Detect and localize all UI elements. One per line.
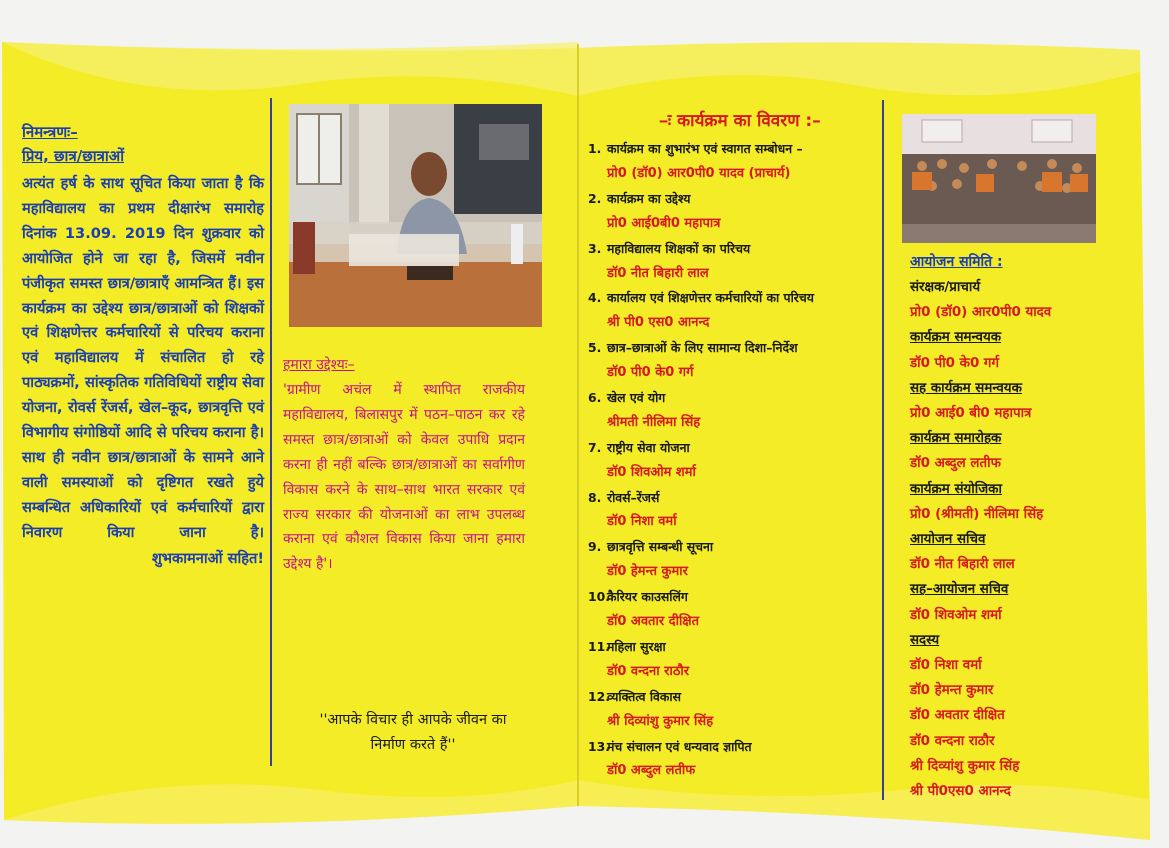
invitation-salutation: प्रिय, छात्र/छात्राओं [22,147,125,165]
program-item-presenter: डॉ0 नीत बिहारी लाल [607,265,709,281]
program-item-text: राष्ट्रीय सेवा योजना [607,439,690,455]
program-item-presenter: प्रो0 (डॉ0) आर0पी0 यादव (प्राचार्य) [607,165,791,181]
objective-heading: हमारा उद्देश्यः– [283,357,355,373]
program-item [588,735,878,785]
committee-role: सदस्य [910,632,940,648]
program-item-title [588,585,878,610]
committee-member-name: प्रो0 आई0 बी0 महापात्र [910,406,1032,422]
program-item [588,535,878,585]
assembly-photo [902,114,1096,243]
program-list [588,137,878,784]
program-item-text: छात्र–छात्राओं के लिए सामान्य दिशा–निर्देश [607,340,798,356]
program-item-text: मंच संचालन एवं धन्यवाद ज्ञापित [607,738,752,754]
motto-quote-line-1: ''आपके विचार ही आपके जीवन का [319,712,507,728]
program-item [588,137,878,187]
program-item-presenter: डॉ0 अब्दुल लतीफ [607,763,696,779]
committee-list [910,275,1120,804]
objective-body: 'ग्रामीण अचंल में स्थापित राजकीय महाविद्यालय, बिलासपुर में पठन–पाठन कर रहे समस्त छात्र/छात्राओं को केवल उपाधि प्रदान करना ही नहीं बल्कि छात्र/छात्राओं का सर्वागीण विकास करने के साथ–साथ भारत सरकार एवं राज्य सरकार की योजनाओं का लाभ उपलब्ध कराना एवं कौशल विकास किया जाना हमारा उद्देश्य है'। [283,382,525,573]
program-item-number: 13. [588,738,610,754]
program-item-presenter: डॉ0 निशा वर्मा [607,514,677,530]
program-item-title [588,436,878,461]
program-item-text: छात्रवृत्ति सम्बन्धी सूचना [607,539,714,555]
program-item-title [588,685,878,710]
objective-panel [283,355,525,577]
invitation-signoff: शुभकामनाओं सहित! [151,549,264,567]
committee-member-name: डॉ0 पी0 के0 गर्ग [910,355,1000,371]
program-item-presenter: डॉ0 पी0 के0 गर्ग [607,365,694,381]
committee-member-name: डॉ0 वन्दना राठौर [910,733,995,749]
program-item-text: कार्यक्रम का शुभारंभ एवं स्वागत सम्बोधन – [607,141,803,156]
program-item-number: 1. [588,141,602,156]
motto-quote [283,708,543,758]
program-item-number: 3. [588,240,602,256]
program-item-text: कैरियर काउसलिंग [607,589,688,605]
program-item-presenter: श्रीमती नीलिमा सिंह [607,414,701,430]
program-item [588,237,878,287]
program-item-title [588,635,878,660]
program-item-title [588,535,878,560]
committee-role: संरक्षक/प्राचार्य [910,280,981,295]
program-item [588,685,878,735]
program-item [588,336,878,386]
committee-heading: आयोजन समिति : [910,254,1003,270]
program-item-number: 12. [588,688,610,704]
program-item-number: 10. [588,589,610,605]
program-item-text: कार्यालय एवं शिक्षणेत्तर कर्मचारियों का परिचय [607,290,814,306]
program-item [588,585,878,635]
invitation-body-text: अत्यंत हर्ष के साथ सूचित किया जाता है कि महाविद्यालय का प्रथम दीक्षारंभ समारोह दिनांक 13.09. 2019 दिन शुक्रवार को आयोजित होने जा रहा है, जिसमें नवीन पंजीकृत समस्त छात्र/छात्राएँ आमन्त्रित हैं। इस कार्यक्रम का उद्देश्य छात्र/छात्राओं को शिक्षकों एवं शिक्षणेत्तर कर्मचारियों से परिचय कराना एवं महाविद्यालय में संचालित हो रहे पाठ्यक्रमों, सांस्कृतिक गतिविधियों राष्ट्रीय सेवा योजना, रोवर्स रेंजर्स, खेल–कूद, छात्रवृत्ति एवं विभागीय संगोष्ठियों आदि से परिचय कराना है। साथ ही नवीन छात्र/छात्राओं के सामने आने वाली समस्याओं को दृष्टिगत रखते हुये सम्बन्धित अधिकारियों एवं कर्मचारियों द्वारा निवारण किया जाना है। [22,175,264,541]
program-item-number: 8. [588,489,602,505]
column-divider-2 [882,100,884,800]
program-item [588,187,878,237]
program-item-title [588,336,878,361]
program-item-presenter: डॉ0 शिवओम शर्मा [607,464,696,480]
program-item-text: व्यक्तित्व विकास [607,688,682,704]
program-item-number: 9. [588,539,602,555]
program-item-text: महाविद्यालय शिक्षकों का परिचय [607,240,751,256]
committee-role: कार्यक्रम संयोजिका [910,481,1002,497]
program-item-presenter: डॉ0 अवतार दीक्षित [607,614,700,630]
program-item-title [588,286,878,311]
program-item [588,635,878,685]
principal-photo [289,104,542,327]
program-item-title [588,735,878,760]
program-item [588,386,878,436]
program-item-presenter: प्रो0 आई0बी0 महापात्र [607,215,721,231]
committee-member-name: डॉ0 अवतार दीक्षित [910,708,1005,724]
committee-member-name: डॉ0 नीत बिहारी लाल [910,557,1015,573]
motto-quote-line-2: निर्माण करते हैं'' [370,737,456,753]
program-item-title [588,187,878,212]
column-divider-1 [270,98,272,766]
committee-member-name: डॉ0 शिवओम शर्मा [910,607,1002,623]
program-item-title [588,237,878,262]
invitation-panel [22,120,264,568]
committee-member-name: प्रो0 (श्रीमती) नीलिमा सिंह [910,506,1044,522]
program-item [588,436,878,486]
program-schedule [588,108,878,784]
committee-role: सह कार्यक्रम समन्वयक [910,380,1022,396]
program-item-presenter: डॉ0 वन्दना राठौर [607,663,690,679]
program-item-number: 4. [588,290,602,306]
committee-role: कार्यक्रम समन्वयक [910,330,1002,346]
invitation-heading: निमन्त्रणः– [22,123,78,141]
program-item-number: 2. [588,190,602,206]
program-item-text: महिला सुरक्षा [607,638,666,654]
committee-member-name: प्रो0 (डॉ0) आर0पी0 यादव [910,305,1052,321]
program-item [588,486,878,536]
committee-role: आयोजन सचिव [910,532,986,548]
program-item-presenter: श्री पी0 एस0 आनन्द [607,315,710,331]
program-item-title [588,386,878,411]
committee-member-name: डॉ0 अब्दुल लतीफ [910,456,1001,472]
program-item-text: रोवर्स–रेंजर्स [607,489,660,505]
committee-member-name: डॉ0 निशा वर्मा [910,658,982,674]
program-item-number: 6. [588,389,602,405]
committee-member-name: श्री दिव्यांशु कुमार सिंह [910,758,1020,774]
committee-member-name: डॉ0 हेमन्त कुमार [910,683,994,699]
program-item-number: 5. [588,340,602,356]
program-item-text: कार्यक्रम का उद्देश्य [607,190,691,206]
program-item-title [588,137,878,162]
program-title: –ः कार्यक्रम का विवरण :– [659,111,821,131]
organizing-committee [910,250,1120,804]
program-item-title [588,486,878,511]
invitation-body [22,172,264,546]
program-item-presenter: डॉ0 हेमन्त कुमार [607,564,688,580]
program-item [588,286,878,336]
committee-member-name: श्री पी0एस0 आनन्द [910,784,1011,800]
program-item-presenter: श्री दिव्यांशु कुमार सिंह [607,713,714,729]
program-item-text: खेल एवं योग [607,389,666,405]
program-item-number: 11. [588,638,610,654]
program-item-number: 7. [588,439,602,455]
committee-role: सह–आयोजन सचिव [910,582,1009,598]
committee-role: कार्यक्रम समारोहक [910,431,1002,447]
